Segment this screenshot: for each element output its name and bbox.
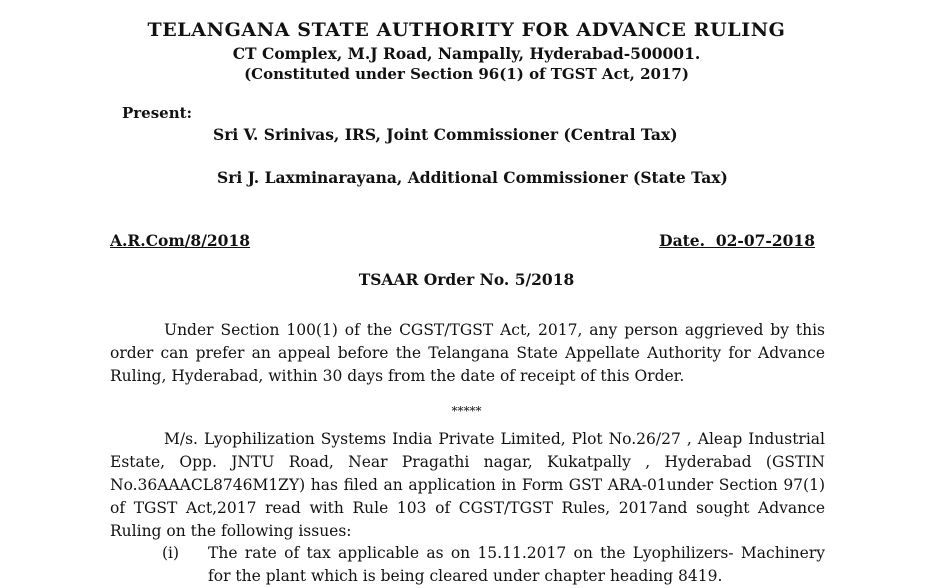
order-title: TSAAR Order No. 5/2018 xyxy=(358,270,575,289)
reference-date: Date. 02-07-2018 xyxy=(659,231,815,250)
reference-number: A.R.Com/8/2018 xyxy=(110,231,251,250)
issue-text: The rate of tax applicable as on 15.11.2017 on the Lyophilizers- Machinery for the plant which is being cleared under chapter heading 8419. xyxy=(208,544,825,585)
issue-number: (i) xyxy=(162,544,180,562)
authority-address: CT Complex, M.J Road, Nampally, Hyderabad-500001. xyxy=(232,44,701,63)
authority-constitution: (Constituted under Section 96(1) of TGST Act, 2017) xyxy=(244,65,689,83)
present-member-2: Sri J. Laxminarayana, Additional Commissioner (State Tax) xyxy=(217,168,728,187)
applicant-paragraph: M/s. Lyophilization Systems India Private Limited, Plot No.26/27 , Aleap Industrial Estate, Opp. JNTU Road, Near Pragathi nagar, Kukatpally , Hyderabad (GSTIN No.36AAACL8746M1ZY) has filed an application in Form GST ARA-01under Section 97(1) of TGST Act,2017 read with Rule 103 of CGST/TGST Rules, 2017and sought Advance Ruling on the following issues: xyxy=(110,430,825,540)
authority-name: TELANGANA STATE AUTHORITY FOR ADVANCE RULING xyxy=(147,19,786,41)
section-separator: ***** xyxy=(451,404,482,418)
present-member-1: Sri V. Srinivas, IRS, Joint Commissioner (Central Tax) xyxy=(213,125,678,144)
appeal-paragraph: Under Section 100(1) of the CGST/TGST Act, 2017, any person aggrieved by this order can prefer an appeal before the Telangana State Appellate Authority for Advance Ruling, Hyderabad, within 30 days from the date of receipt of this Order. xyxy=(110,321,825,385)
present-label: Present: xyxy=(122,104,193,122)
